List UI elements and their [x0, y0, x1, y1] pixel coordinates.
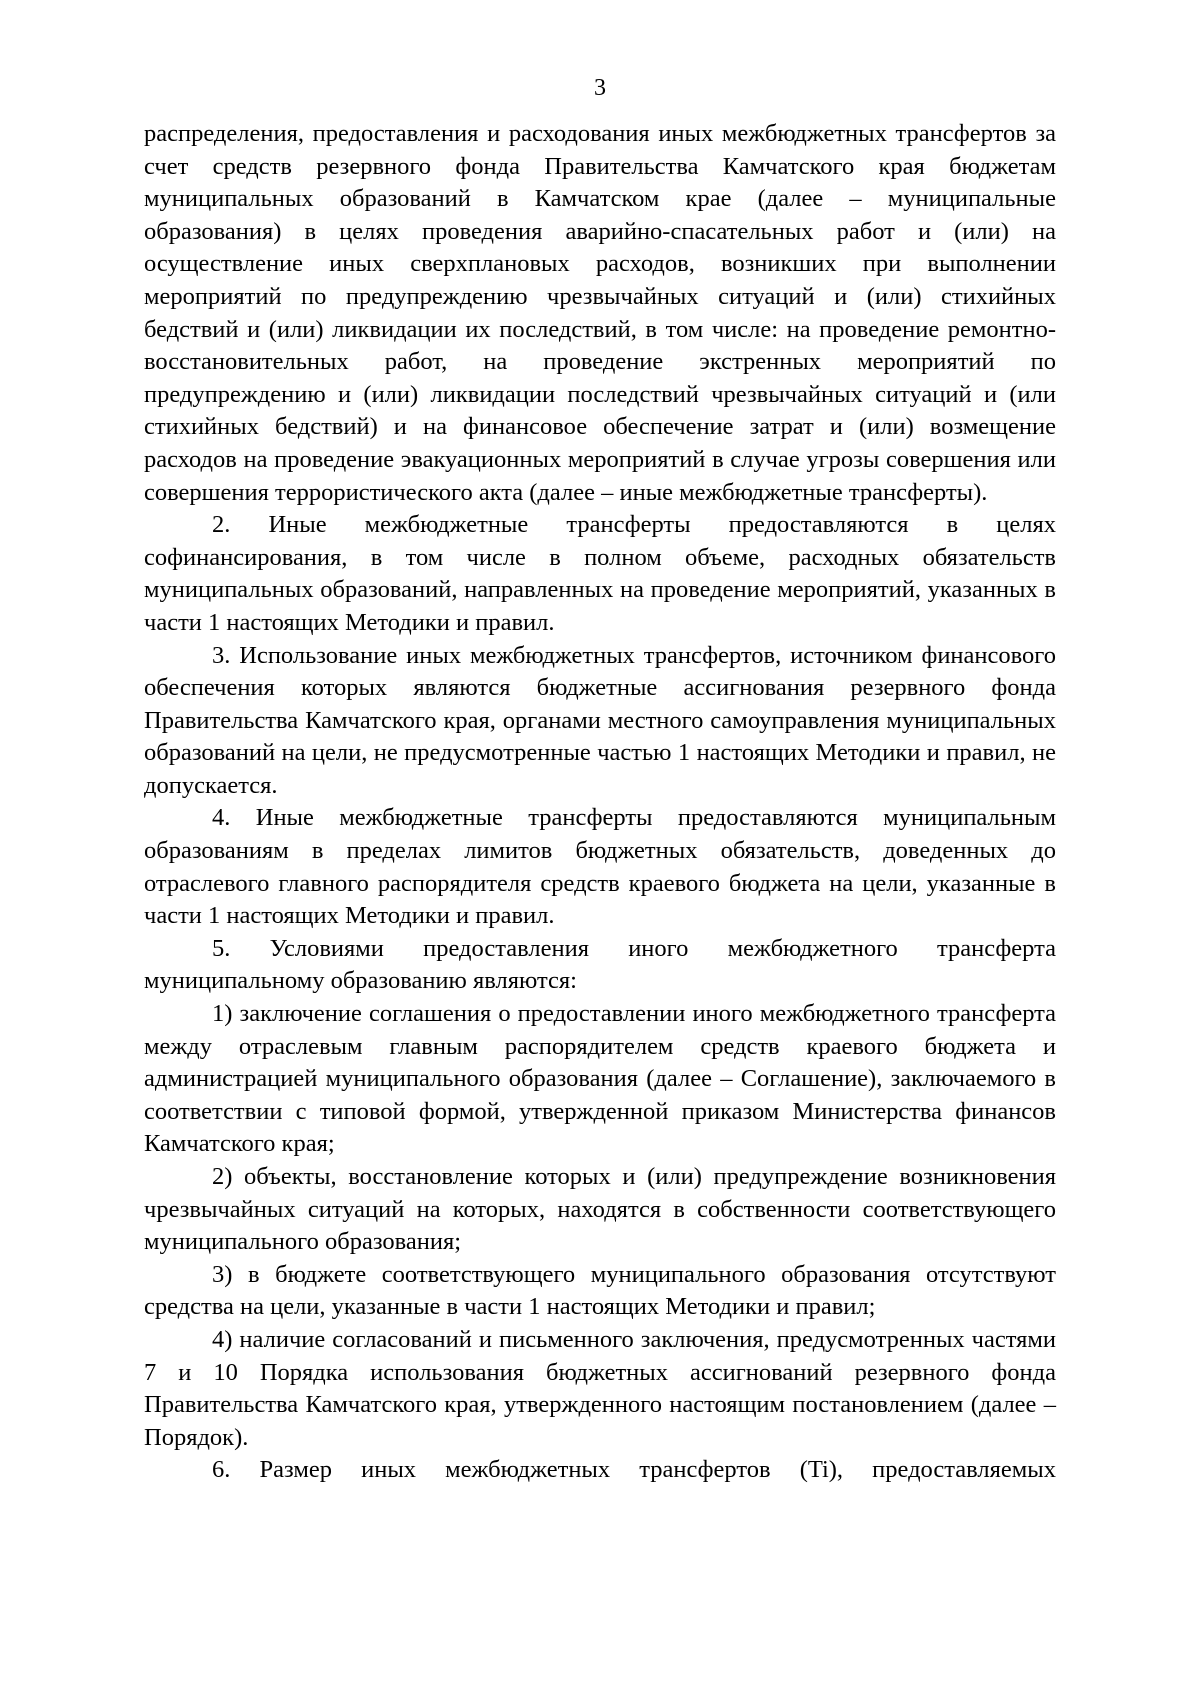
paragraph-1-continuation: распределения, предоставления и расходования иных межбюджетных трансфертов за счет средств резервного фонда Правительства Камчатского края бюджетам муниципальных образований в Камчатском крае (далее – муниципальные образования) в целях проведения аварийно-спасательных работ и (или) на осуществление иных сверхплановых расходов, возникших при выполнении мероприятий по предупреждению чрезвычайных ситуаций и (или) стихийных бедствий и (или) ликвидации их последствий, в том числе: на проведение ремонтно-восстановительных работ, на проведение экстренных мероприятий по предупреждению и (или) ликвидации последствий чрезвычайных ситуаций и (или стихийных бедствий) и на финансовое обеспечение затрат и (или) возмещение расходов на проведение эвакуационных мероприятий в случае угрозы совершения или совершения террористического акта (далее – иные межбюджетные трансферты).: [144, 120, 1056, 506]
paragraph-3: 3. Использование иных межбюджетных трансфертов, источником финансового обеспечения которых являются бюджетные ассигнования резервного фонда Правительства Камчатского края, органами местного самоуправления муниципальных образований на цели, не предусмотренные частью 1 настоящих Методики и правил, не допускается.: [144, 641, 1056, 799]
paragraph-6: 6. Размер иных межбюджетных трансфертов (Ti), предоставляемых: [212, 1456, 1056, 1484]
paragraph-5-item-3: 3) в бюджете соответствующего муниципального образования отсутствуют средства на цели, указанные в части 1 настоящих Методики и правил;: [144, 1260, 1056, 1321]
paragraph-5-item-2: 2) объекты, восстановление которых и (или) предупреждение возникновения чрезвычайных ситуаций на которых, находятся в собственности соответствующего муниципального образования;: [144, 1163, 1056, 1256]
page-number: 3: [594, 75, 606, 101]
paragraph-5-item-4: 4) наличие согласований и письменного заключения, предусмотренных частями 7 и 10 Порядка использования бюджетных ассигнований резервного фонда Правительства Камчатского края, утвержденного настоящим постановлением (далее – Порядок).: [144, 1325, 1056, 1451]
paragraph-5-item-1: 1) заключение соглашения о предоставлении иного межбюджетного трансферта между отраслевым главным распорядителем средств краевого бюджета и администрацией муниципального образования (далее – Соглашение), заключаемого в соответствии с типовой формой, утвержденной приказом Министерства финансов Камчатского края;: [144, 1000, 1056, 1158]
document-body: [144, 118, 1056, 1487]
paragraph-5: 5. Условиями предоставления иного межбюджетного трансферта муниципальному образованию являются:: [144, 934, 1056, 995]
paragraph-2: 2. Иные межбюджетные трансферты предоставляются в целях софинансирования, в том числе в полном объеме, расходных обязательств муниципальных образований, направленных на проведение мероприятий, указанных в части 1 настоящих Методики и правил.: [144, 511, 1056, 636]
paragraph-4: 4. Иные межбюджетные трансферты предоставляются муниципальным образованиям в пределах лимитов бюджетных обязательств, доведенных до отраслевого главного распорядителя средств краевого бюджета на цели, указанные в части 1 настоящих Методики и правил.: [144, 804, 1056, 930]
